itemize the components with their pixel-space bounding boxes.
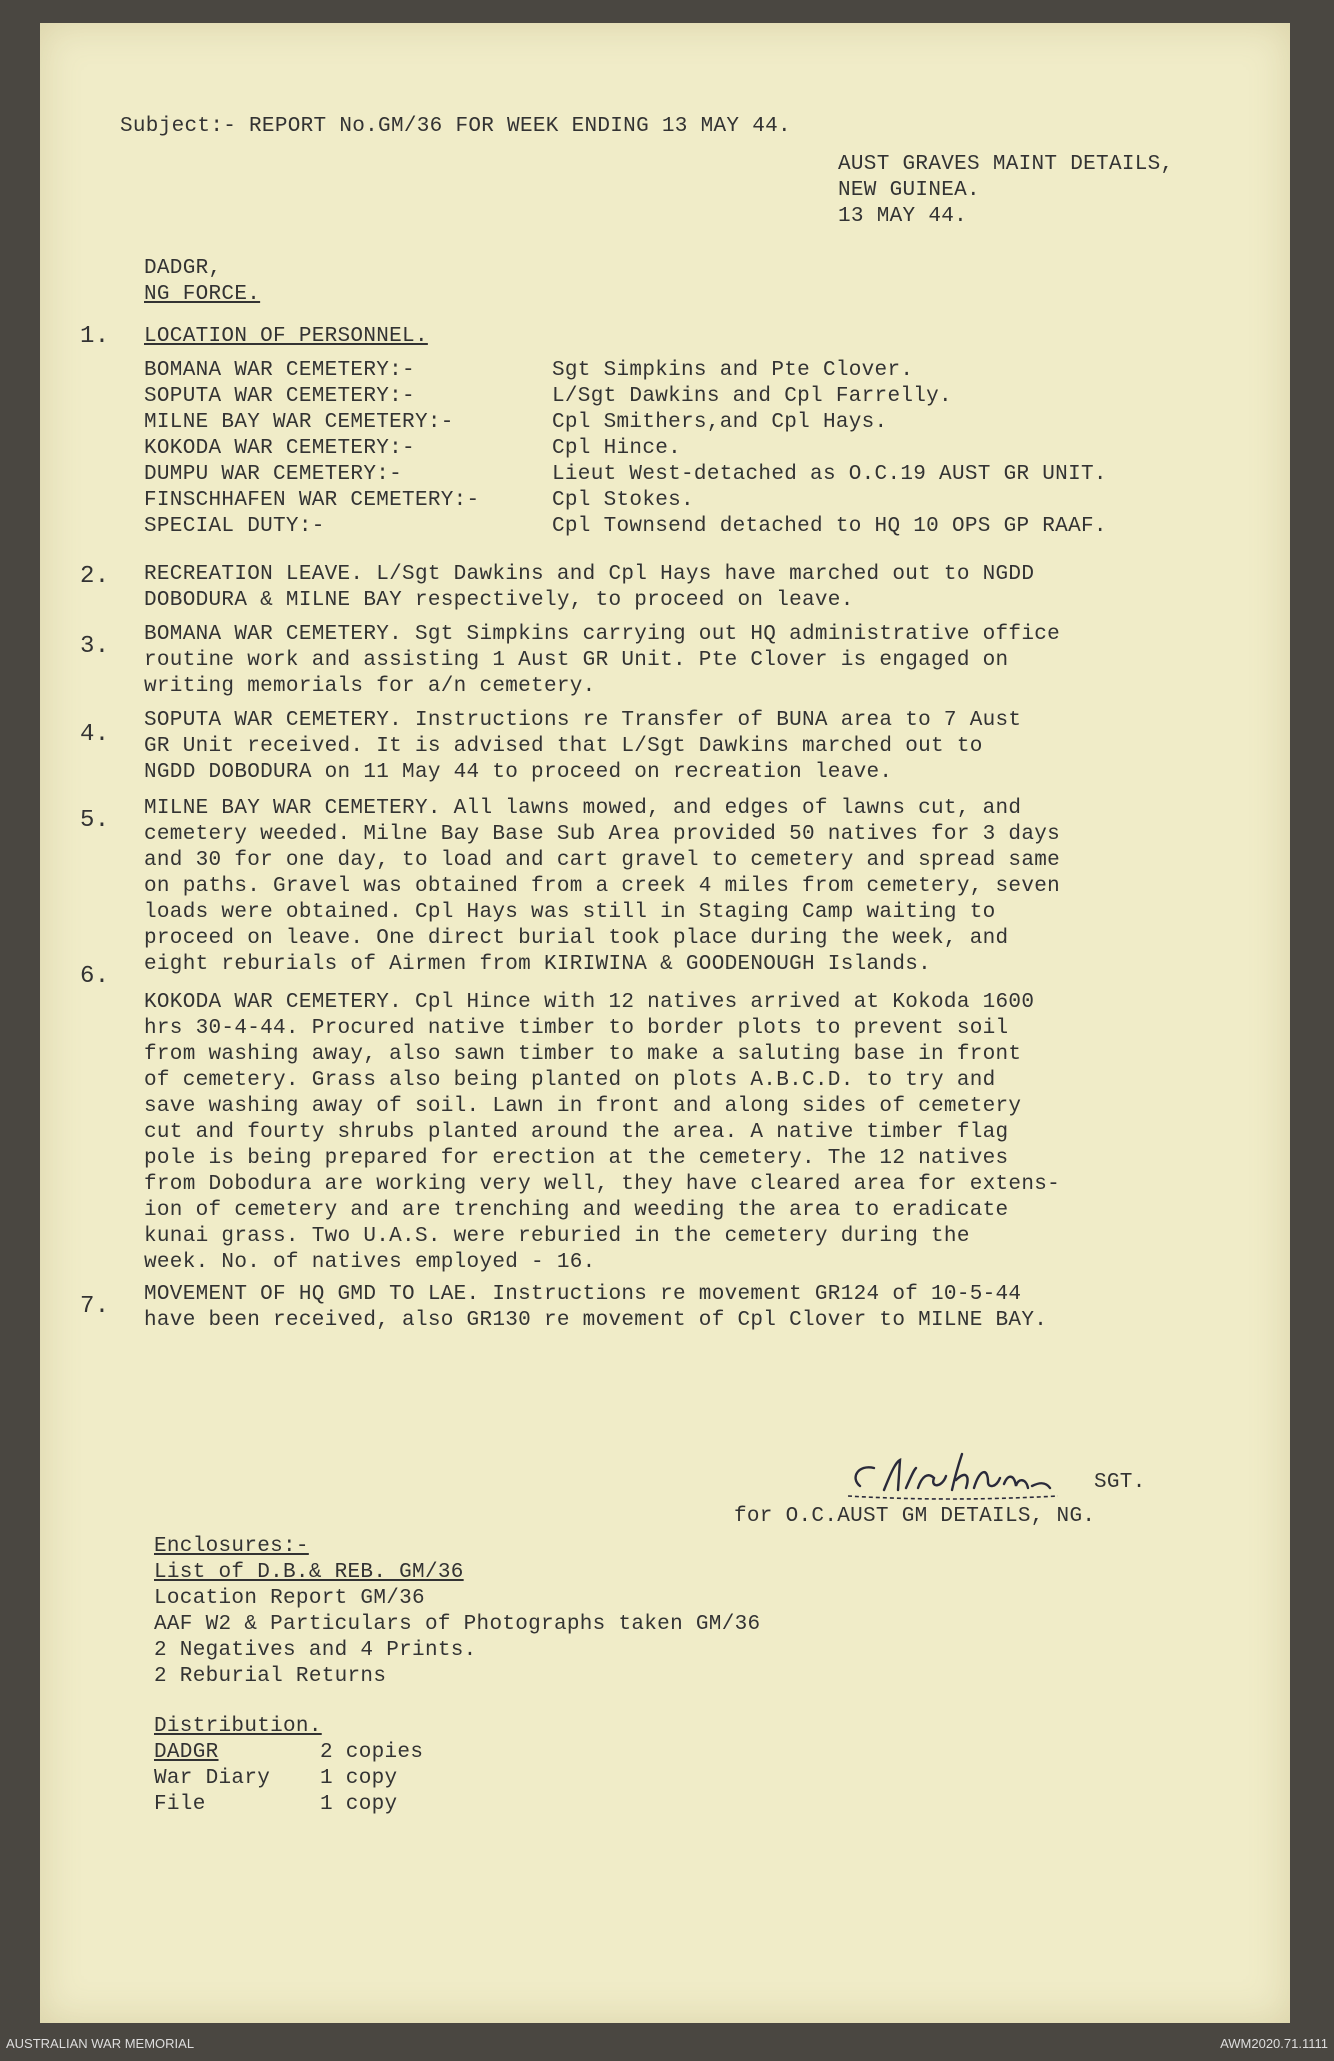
recipient-line-1: DADGR,: [144, 257, 222, 280]
personnel-staff: Cpl Hince.: [552, 437, 682, 460]
paragraph-line: SOPUTA WAR CEMETERY. Instructions re Transfer of BUNA area to 7 Aust: [144, 709, 1022, 732]
paragraph-line: MILNE BAY WAR CEMETERY. All lawns mowed, and edges of lawns cut, and: [144, 797, 1022, 820]
footer-reference: AWM2020.71.1111: [1220, 2036, 1328, 2051]
paragraph-line: and 30 for one day, to load and cart gravel to cemetery and spread same: [144, 849, 1061, 872]
personnel-location: DUMPU WAR CEMETERY:-: [144, 463, 403, 486]
paragraph-line: from Dobodura are working very well, they have cleared area for extens-: [144, 1173, 1061, 1196]
section-number-7: 7.: [80, 1293, 110, 1320]
paragraph-line: on paths. Gravel was obtained from a creek 4 miles from cemetery, seven: [144, 875, 1061, 898]
distribution-copies: 1 copy: [320, 1767, 398, 1790]
distribution-recipient: DADGR: [154, 1741, 219, 1764]
section-number-2: 2.: [80, 563, 110, 590]
enclosure-item: AAF W2 & Particulars of Photographs taken GM/36: [154, 1613, 761, 1636]
paragraph-line: have been received, also GR130 re movement of Cpl Clover to MILNE BAY.: [144, 1309, 1048, 1332]
paragraph-line: KOKODA WAR CEMETERY. Cpl Hince with 12 natives arrived at Kokoda 1600: [144, 991, 1035, 1014]
personnel-location: SPECIAL DUTY:-: [144, 515, 325, 538]
personnel-staff: Cpl Smithers,and Cpl Hays.: [552, 411, 888, 434]
section-number-4: 4.: [80, 721, 110, 748]
paragraph-line: cut and fourty shrubs planted around the area. A native timber flag: [144, 1121, 1009, 1144]
personnel-location: MILNE BAY WAR CEMETERY:-: [144, 411, 454, 434]
enclosure-item: 2 Negatives and 4 Prints.: [154, 1639, 477, 1662]
section-number-5: 5.: [80, 807, 110, 834]
section-number-1: 1.: [80, 323, 110, 350]
personnel-staff: Cpl Stokes.: [552, 489, 694, 512]
paragraph-line: RECREATION LEAVE. L/Sgt Dawkins and Cpl Hays have marched out to NGDD: [144, 563, 1035, 586]
distribution-recipient: War Diary: [154, 1767, 271, 1790]
personnel-staff: L/Sgt Dawkins and Cpl Farrelly.: [552, 385, 952, 408]
personnel-location: FINSCHHAFEN WAR CEMETERY:-: [144, 489, 480, 512]
paragraph-line: eight reburials of Airmen from KIRIWINA & GOODENOUGH Islands.: [144, 953, 932, 976]
paragraph-line: of cemetery. Grass also being planted on plots A.B.C.D. to try and: [144, 1069, 996, 1092]
signature-image: [848, 1450, 1128, 1510]
distribution-copies: 2 copies: [320, 1741, 424, 1764]
distribution-recipient: File: [154, 1793, 206, 1816]
paragraph-line: week. No. of natives employed - 16.: [144, 1251, 596, 1274]
personnel-location: KOKODA WAR CEMETERY:-: [144, 437, 415, 460]
signature-for-line: for O.C.AUST GM DETAILS, NG.: [734, 1505, 1096, 1528]
from-line-2: NEW GUINEA.: [838, 179, 980, 202]
paragraph-line: from washing away, also sawn timber to make a saluting base in front: [144, 1043, 1022, 1066]
section-heading-1: LOCATION OF PERSONNEL.: [144, 325, 428, 348]
subject-line: Subject:- REPORT No.GM/36 FOR WEEK ENDING 13 MAY 44.: [120, 115, 791, 138]
personnel-location: SOPUTA WAR CEMETERY:-: [144, 385, 415, 408]
enclosures-heading: Enclosures:-: [154, 1535, 309, 1558]
date-line: 13 MAY 44.: [838, 205, 968, 228]
footer-source: AUSTRALIAN WAR MEMORIAL: [6, 2036, 195, 2051]
paragraph-line: proceed on leave. One direct burial took place during the week, and: [144, 927, 1009, 950]
personnel-location: BOMANA WAR CEMETERY:-: [144, 359, 415, 382]
paragraph-line: pole is being prepared for erection at the cemetery. The 12 natives: [144, 1147, 1009, 1170]
paragraph-line: DOBODURA & MILNE BAY respectively, to proceed on leave.: [144, 589, 854, 612]
paragraph-line: writing memorials for a/n cemetery.: [144, 675, 596, 698]
signature-rank: SGT.: [1094, 1471, 1146, 1494]
paragraph-line: cemetery weeded. Milne Bay Base Sub Area provided 50 natives for 3 days: [144, 823, 1061, 846]
enclosure-item: Location Report GM/36: [154, 1587, 425, 1610]
recipient-line-2: NG FORCE.: [144, 283, 261, 306]
section-number-3: 3.: [80, 633, 110, 660]
paragraph-line: ion of cemetery and are trenching and weeding the area to eradicate: [144, 1199, 1009, 1222]
from-line-1: AUST GRAVES MAINT DETAILS,: [838, 153, 1174, 176]
distribution-copies: 1 copy: [320, 1793, 398, 1816]
enclosure-item: List of D.B.& REB. GM/36: [154, 1561, 464, 1584]
personnel-staff: Sgt Simpkins and Pte Clover.: [552, 359, 914, 382]
paragraph-line: hrs 30-4-44. Procured native timber to border plots to prevent soil: [144, 1017, 1009, 1040]
personnel-staff: Cpl Townsend detached to HQ 10 OPS GP RAAF.: [552, 515, 1107, 538]
paragraph-line: GR Unit received. It is advised that L/Sgt Dawkins marched out to: [144, 735, 983, 758]
personnel-staff: Lieut West-detached as O.C.19 AUST GR UNIT.: [552, 463, 1107, 486]
paragraph-line: save washing away of soil. Lawn in front and along sides of cemetery: [144, 1095, 1022, 1118]
paragraph-line: MOVEMENT OF HQ GMD TO LAE. Instructions re movement GR124 of 10-5-44: [144, 1283, 1022, 1306]
paragraph-line: NGDD DOBODURA on 11 May 44 to proceed on recreation leave.: [144, 761, 893, 784]
paragraph-line: loads were obtained. Cpl Hays was still in Staging Camp waiting to: [144, 901, 996, 924]
paragraph-line: routine work and assisting 1 Aust GR Unit. Pte Clover is engaged on: [144, 649, 1009, 672]
distribution-heading: Distribution.: [154, 1715, 322, 1738]
enclosure-item: 2 Reburial Returns: [154, 1665, 387, 1688]
paragraph-line: kunai grass. Two U.A.S. were reburied in the cemetery during the: [144, 1225, 970, 1248]
section-number-6: 6.: [80, 963, 110, 990]
paragraph-line: BOMANA WAR CEMETERY. Sgt Simpkins carrying out HQ administrative office: [144, 623, 1061, 646]
